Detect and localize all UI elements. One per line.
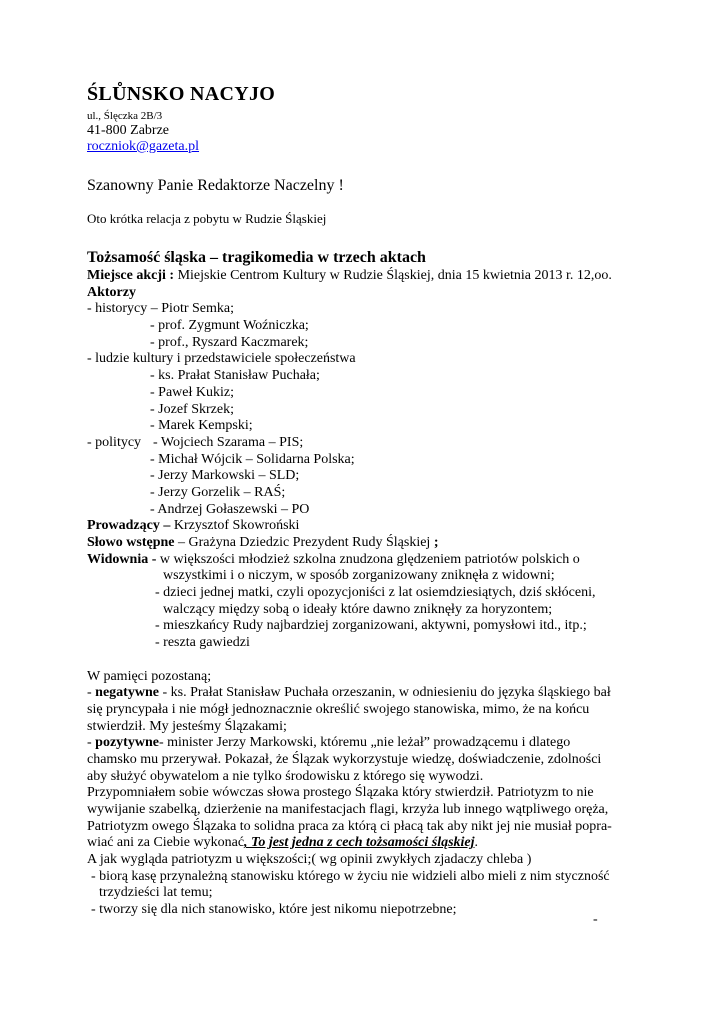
document-body	[87, 268, 612, 919]
actor-item: - Wojciech Szarama – PIS;	[153, 434, 304, 450]
audience-item: walczący między sobą o ideały które dawno zniknęły za horyzontem;	[163, 601, 553, 617]
audience-label: Widownia -	[87, 551, 157, 567]
bullet-item: trzydzieści lat temu;	[99, 885, 213, 901]
audience-item: wszystkimi i o niczym, w sposób zorganizowany zniknęła z widowni;	[163, 568, 555, 584]
audience-item: - mieszkańcy Rudy najbardziej zorganizowani, aktywni, pomysłowi itd., itp.;	[155, 618, 587, 634]
host-line	[87, 518, 612, 535]
politicians-label: - politycy	[87, 434, 142, 450]
emphasis-tail: .	[474, 835, 479, 851]
emphasis-text: , To jest jedna z cech tożsamości śląskiej	[244, 835, 475, 851]
host-label: Prowadzący –	[87, 518, 171, 534]
reflection-text: Patriotyzm owego Ślązaka to solidna praca za którą ci płacą tak aby nikt jej nie musiał popra-	[87, 818, 612, 834]
question-text: A jak wygląda patriotyzm u większości;( wg opinii zwykłych zjadaczy chleba )	[87, 852, 532, 868]
positive-line: - pozytywne- minister Jerzy Markowski, któremu „nie leżał” prowadzącemu i dlatego	[87, 735, 571, 751]
actors-label: Aktorzy	[87, 284, 136, 300]
opening-tail: ;	[433, 535, 439, 550]
audience-text: w większości młodzież szkolna znudzona ględzeniem patriotów polskich o	[156, 551, 580, 567]
audience-item: - reszta gawiedzi	[155, 635, 250, 651]
trailing-dash: -	[593, 912, 598, 927]
actor-item: - prof., Ryszard Kaczmarek;	[150, 334, 309, 350]
reflection-text: wiać ani za Ciebie wykonać	[87, 835, 245, 851]
culture-label: - ludzie kultury i przedstawiciele społeczeństwa	[87, 351, 356, 367]
audience-line	[87, 552, 612, 569]
actor-item: - Jerzy Markowski – SLD;	[150, 468, 300, 484]
street-address: ul., Ślęczka 2B/3	[87, 110, 163, 122]
reflection-line	[87, 835, 612, 852]
politicians-line	[87, 435, 612, 452]
historians-label: - historycy – Piotr Semka;	[87, 301, 234, 317]
document-title: Tożsamość śląska – tragikomedia w trzech aktach	[87, 249, 426, 266]
salutation: Szanowny Panie Redaktorze Naczelny !	[87, 177, 344, 194]
bullet-item: - tworzy się dla nich stanowisko, które jest nikomu niepotrzebne;	[91, 902, 457, 918]
negative-text: - ks. Prałat Stanisław Puchała orzeszanin, w odniesieniu do języka śląskiego bał	[158, 685, 611, 701]
positive-label: pozytywne	[95, 735, 159, 751]
positive-text: chamsko mu przerywał. Pokazał, że Ślązak wykorzystuje wiedzę, doświadczenie, zdolności	[87, 751, 602, 767]
memory-intro: W pamięci pozostaną;	[87, 668, 212, 684]
bullet-item: - biorą kasę przynależną stanowisku którego w życiu nie widzieli albo mieli z nim styczność	[91, 868, 610, 884]
opening-label: Słowo wstępne	[87, 535, 175, 550]
opening-line	[87, 535, 612, 552]
actor-item: - Andrzej Gołaszewski – PO	[150, 501, 310, 517]
actor-item: - Michał Wójcik – Solidarna Polska;	[150, 451, 355, 467]
actor-item: - ks. Prałat Stanisław Puchała;	[150, 368, 320, 384]
reflection-text: Przypomniałem sobie wówczas słowa prostego Ślązaka który stwierdził. Patriotyzm to nie	[87, 785, 594, 801]
place-text: Miejskie Centrom Kultury w Rudzie Śląskiej, dnia 15 kwietnia 2013 r. 12,oo.	[174, 268, 612, 283]
host-text: Krzysztof Skowroński	[170, 518, 300, 534]
intro-line: Oto krótka relacja z pobytu w Rudzie Śląskiej	[87, 211, 327, 226]
actor-item: - Paweł Kukiz;	[150, 384, 234, 400]
actor-item: - Marek Kempski;	[150, 418, 253, 434]
negative-line: - negatywne - ks. Prałat Stanisław Puchała orzeszanin, w odniesieniu do języka śląskiego bał	[87, 685, 611, 701]
positive-text: aby służyć obywatelom a nie tylko środowisku z którego się wywodzi.	[87, 768, 484, 784]
email-link[interactable]: roczniok@gazeta.pl	[87, 139, 200, 154]
city-address: 41-800 Zabrze	[87, 123, 170, 138]
actor-item: - Jerzy Gorzelik – RAŚ;	[150, 484, 286, 500]
reflection-text: wywijanie szabelką, dzierżenie na manifestacjach flagi, krzyża lub innego wątpliwego oręża,	[87, 802, 609, 817]
positive-text: - minister Jerzy Markowski, któremu „nie leżał” prowadzącemu i dlatego	[158, 735, 571, 751]
opening-text: – Grażyna Dziedzic Prezydent Rudy Śląskiej	[174, 535, 434, 550]
organization-name: ŚLŮNSKO NACYJO	[87, 83, 276, 105]
actor-item: - prof. Zygmunt Woźniczka;	[150, 318, 309, 334]
audience-item: - dzieci jednej matki, czyli opozycjoniści z lat osiemdziesiątych, dziś skłóceni,	[155, 585, 596, 601]
actor-item: - Jozef Skrzek;	[150, 401, 234, 417]
negative-text: stwierdził. My jesteśmy Ślązakami;	[87, 718, 287, 734]
spacer	[87, 652, 612, 669]
place-line	[87, 268, 612, 285]
negative-label: negatywne	[95, 685, 159, 701]
negative-text: się pryncypała i nie mógł jednoznacznie określić swojego stanowiska, mimo, że na końcu	[87, 701, 590, 717]
place-label: Miejsce akcji :	[87, 268, 175, 283]
